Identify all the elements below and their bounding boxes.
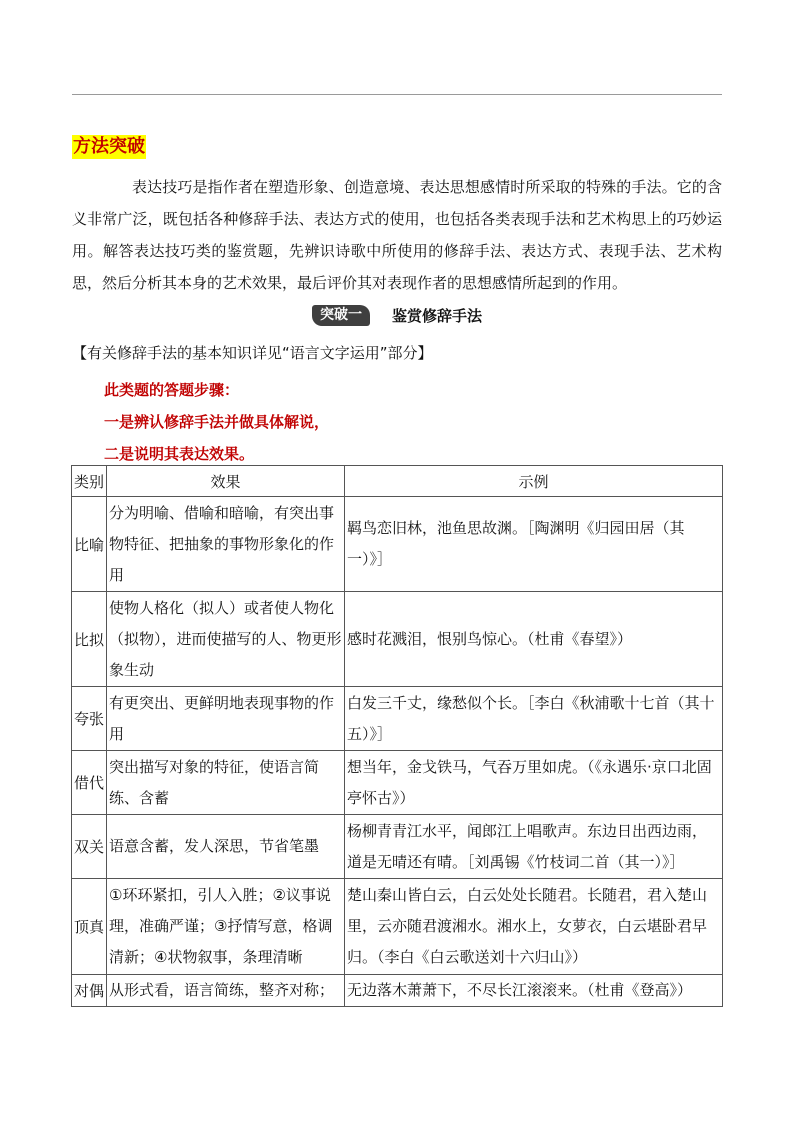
row-example: 白发三千丈，缘愁似个长。［李白《秋浦歌十七首（其十五）》］ [345, 687, 723, 751]
row-example: 想当年，金戈铁马，气吞万里如虎。（《永遇乐·京口北固亭怀古》） [345, 751, 723, 815]
table-row [72, 975, 723, 1007]
header-rule [72, 94, 722, 95]
row-category: 对偶 [72, 975, 107, 1007]
row-example: 无边落木萧萧下，不尽长江滚滚来。（杜甫《登高》） [345, 975, 723, 1007]
row-category: 双关 [72, 815, 107, 879]
table-row [72, 751, 723, 815]
step-two: 二是说明其表达效果。 [104, 445, 255, 463]
subsection-heading [312, 303, 482, 327]
steps-heading: 此类题的答题步骤： [104, 381, 240, 399]
row-example: 杨柳青青江水平，闻郎江上唱歌声。东边日出西边雨，道是无晴还有晴。［刘禹锡《竹枝词二首（其一）》］ [345, 815, 723, 879]
row-example: 羁鸟恋旧林，池鱼思故渊。［陶渊明《归园田居（其一）》］ [345, 497, 723, 592]
row-category: 比拟 [72, 592, 107, 687]
row-category: 夸张 [72, 687, 107, 751]
reference-note: 【有关修辞手法的基本知识详见“语言文字运用”部分】 [72, 344, 433, 362]
row-example: 楚山秦山皆白云，白云处处长随君。长随君，君入楚山里，云亦随君渡湘水。湘水上，女萝衣，白云堪卧君早归。（李白《白云歌送刘十六归山》） [345, 879, 723, 975]
row-effect: ①环环紧扣，引人入胜；②议事说理，准确严谨；③抒情写意，格调清新；④状物叙事，条理清晰 [107, 879, 345, 975]
table-row [72, 687, 723, 751]
subsection-title: 鉴赏修辞手法 [392, 306, 483, 325]
subsection-badge: 突破一 [312, 305, 370, 326]
table-row [72, 592, 723, 687]
header-effect: 效果 [107, 466, 345, 497]
answer-steps [104, 374, 329, 470]
row-category: 比喻 [72, 497, 107, 592]
row-effect: 突出描写对象的特征，使语言简练、含蓄 [107, 751, 345, 815]
table-row [72, 497, 723, 592]
table-header-row [72, 466, 723, 497]
row-effect: 有更突出、更鲜明地表现事物的作用 [107, 687, 345, 751]
row-effect: 分为明喻、借喻和暗喻，有突出事物特征、把抽象的事物形象化的作用 [107, 497, 345, 592]
row-category: 顶真 [72, 879, 107, 975]
intro-paragraph: 表达技巧是指作者在塑造形象、创造意境、表达思想感情时所采取的特殊的手法。它的含义非常广泛，既包括各种修辞手法、表达方式的使用，也包括各类表现手法和艺术构思上的巧妙运用。解答表达技巧类的鉴赏题，先辨识诗歌中所使用的修辞手法、表达方式、表现手法、艺术构思，然后分析其本身的艺术效果，最后评价其对表现作者的思想感情所起到的作用。 [72, 178, 722, 292]
section-title: 方法突破 [73, 136, 145, 157]
row-effect: 语意含蓄，发人深思，节省笔墨 [107, 815, 345, 879]
row-effect: 使物人格化（拟人）或者使人物化（拟物），进而使描写的人、物更形象生动 [107, 592, 345, 687]
row-example: 感时花溅泪，恨别鸟惊心。（杜甫《春望》） [345, 592, 723, 687]
header-example: 示例 [345, 466, 723, 497]
step-one: 一是辨认修辞手法并做具体解说， [104, 413, 330, 431]
table-row [72, 879, 723, 975]
row-category: 借代 [72, 751, 107, 815]
table-row [72, 815, 723, 879]
rhetoric-table [71, 465, 723, 1007]
header-category: 类别 [72, 466, 107, 497]
row-effect: 从形式看，语言简练，整齐对称； [107, 975, 345, 1007]
